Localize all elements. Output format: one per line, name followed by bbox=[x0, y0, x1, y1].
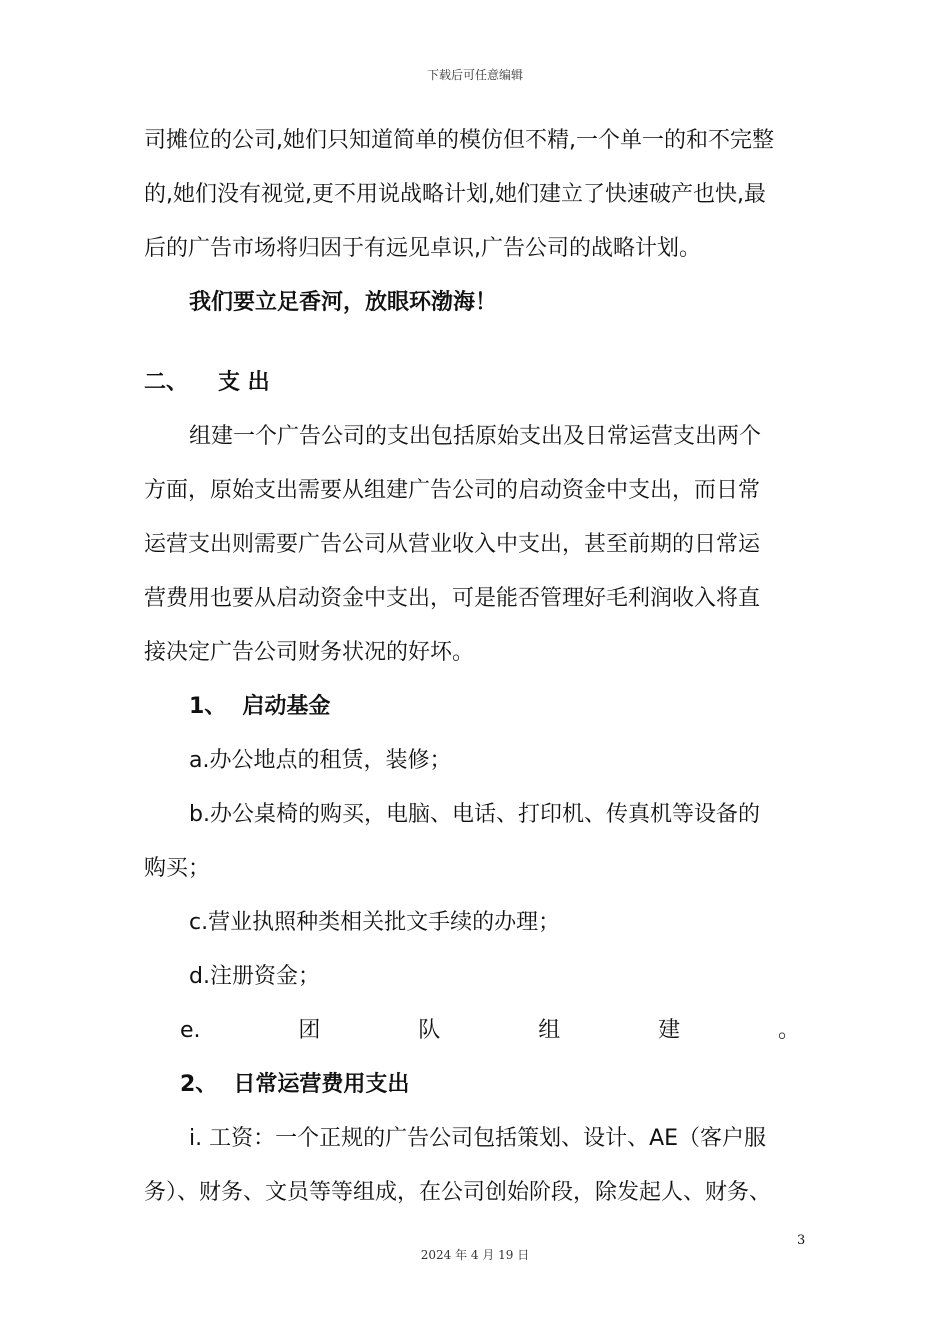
item-e-part: e. bbox=[180, 1018, 201, 1043]
subheading-1-title: 启动基金 bbox=[242, 694, 331, 719]
section2-title: 支 出 bbox=[218, 370, 270, 395]
item-i-line-2: 务）、财务、文员等等组成，在公司创始阶段，除发起人、财务、 bbox=[144, 1180, 772, 1205]
paragraph1-line-2: 的,她们没有视觉,更不用说战略计划,她们建立了快速破产也快,最 bbox=[144, 182, 766, 207]
page-number: 3 bbox=[797, 1233, 806, 1248]
paragraph1-line-3: 后的广告市场将归因于有远见卓识,广告公司的战略计划。 bbox=[144, 236, 701, 261]
section2-number: 二、 bbox=[144, 370, 189, 395]
page-header: 下载后可任意编辑 bbox=[426, 68, 523, 82]
slogan: 我们要立足香河，放眼环渤海！ bbox=[189, 290, 498, 315]
paragraph1-line-1: 司摊位的公司,她们只知道简单的模仿但不精,一个单一的和不完整 bbox=[144, 128, 774, 153]
item-d: d.注册资金； bbox=[189, 964, 320, 989]
item-e bbox=[180, 1016, 800, 1046]
item-a: a.办公地点的租赁，装修； bbox=[189, 748, 452, 773]
item-e-part: 队 bbox=[418, 1018, 441, 1043]
item-e-part: 建 bbox=[658, 1018, 681, 1043]
subheading-1 bbox=[189, 692, 869, 722]
item-e-part: 团 bbox=[298, 1018, 321, 1043]
item-i-line-1: i. 工资：一个正规的广告公司包括策划、设计、AE（客户服 bbox=[189, 1126, 767, 1151]
paragraph2-line-2: 方面，原始支出需要从组建广告公司的启动资金中支出，而日常 bbox=[144, 478, 761, 503]
item-b-line-2: 购买； bbox=[144, 856, 211, 881]
subheading-1-number: 1、 bbox=[189, 694, 227, 719]
item-c: c.营业执照种类相关批文手续的办理； bbox=[189, 910, 561, 935]
paragraph2-line-4: 营费用也要从启动资金中支出，可是能否管理好毛利润收入将直 bbox=[144, 586, 761, 611]
subheading-2-title: 日常运营费用支出 bbox=[233, 1072, 410, 1097]
section2-heading bbox=[144, 368, 824, 398]
item-e-part: 。 bbox=[777, 1018, 800, 1043]
paragraph2-line-5: 接决定广告公司财务状况的好坏。 bbox=[144, 640, 475, 665]
item-e-part: 组 bbox=[538, 1018, 561, 1043]
page-footer-date: 2024 年 4 月 19 日 bbox=[420, 1248, 530, 1262]
subheading-2-number: 2、 bbox=[180, 1072, 218, 1097]
paragraph2-line-1: 组建一个广告公司的支出包括原始支出及日常运营支出两个 bbox=[189, 424, 762, 449]
subheading-2 bbox=[180, 1070, 860, 1100]
paragraph2-line-3: 运营支出则需要广告公司从营业收入中支出，甚至前期的日常运 bbox=[144, 532, 761, 557]
item-b-line-1: b.办公桌椅的购买，电脑、电话、打印机、传真机等设备的 bbox=[189, 802, 760, 827]
